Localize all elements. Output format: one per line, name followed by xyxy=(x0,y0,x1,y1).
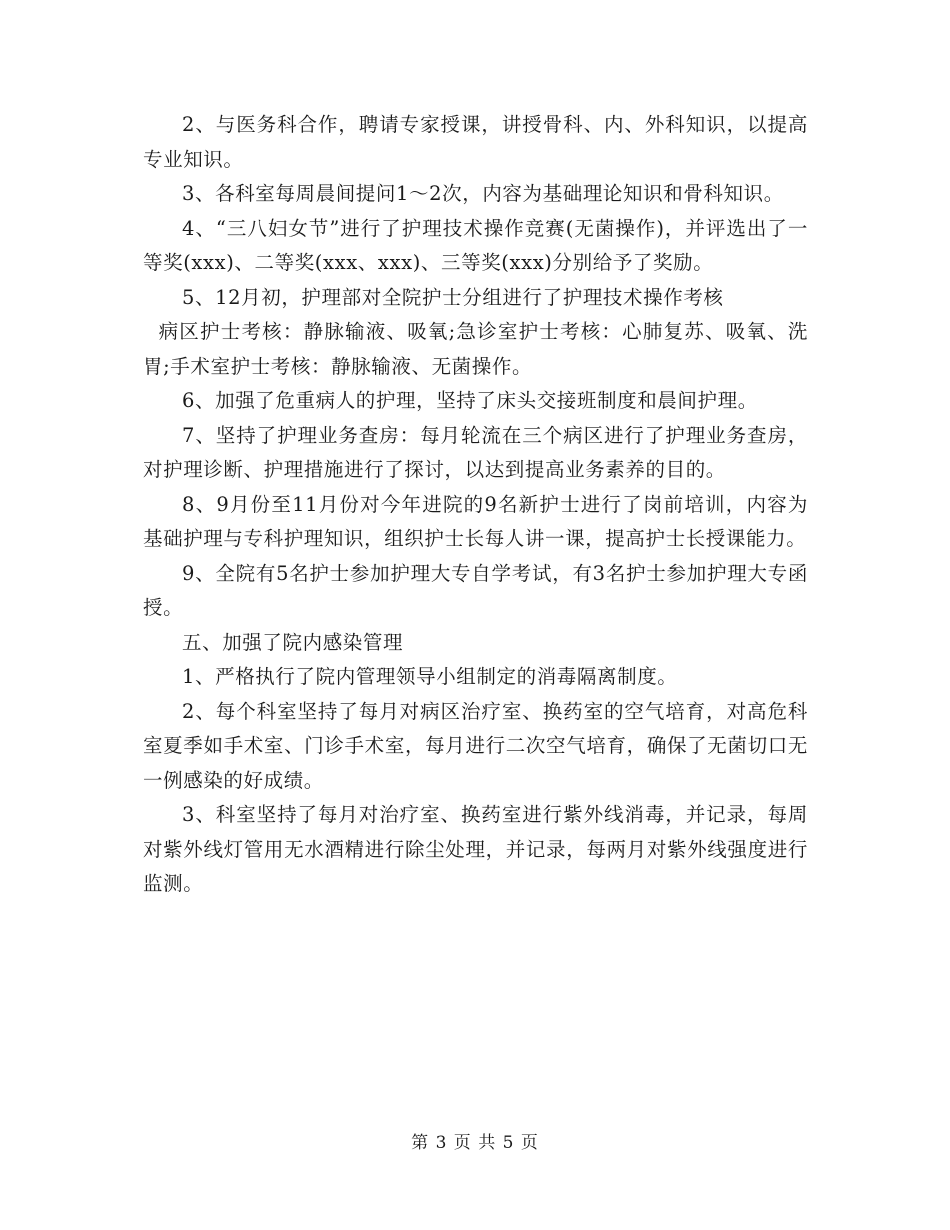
paragraph-item-7: 7、坚持了护理业务查房：每月轮流在三个病区进行了护理业务查房，对护理诊断、护理措施进行了探讨，以达到提高业务素养的目的。 xyxy=(143,423,808,481)
paragraph-item-4: 4、“三八妇女节”进行了护理技术操作竞赛(无菌操作)，并评选出了一等奖(xxx)、二等奖(xxx、xxx)、三等奖(xxx)分别给予了奖励。 xyxy=(143,216,808,274)
paragraph-item-6: 6、加强了危重病人的护理，坚持了床头交接班制度和晨间护理。 xyxy=(182,389,758,412)
paragraph-item-5: 5、12月初，护理部对全院护士分组进行了护理技术操作考核 xyxy=(182,285,724,309)
paragraph-item-2: 2、与医务科合作，聘请专家授课，讲授骨科、内、外科知识，以提高专业知识。 xyxy=(143,113,808,171)
section-paragraph-2: 2、每个科室坚持了每月对病区治疗室、换药室的空气培育，对高危科室夏季如手术室、门诊手术室，每月进行二次空气培育，确保了无菌切口无一例感染的好成绩。 xyxy=(143,699,808,792)
document-body xyxy=(143,108,808,902)
section-paragraph-3: 3、科室坚持了每月对治疗室、换药室进行紫外线消毒，并记录，每周对紫外线灯管用无水酒精进行除尘处理，并记录，每两月对紫外线强度进行监测。 xyxy=(143,803,808,895)
paragraph-item-8: 8、9月份至11月份对今年进院的9名新护士进行了岗前培训，内容为基础护理与专科护理知识，组织护士长每人讲一课，提高护士长授课能力。 xyxy=(143,492,808,550)
paragraph-exam-details: 病区护士考核：静脉输液、吸氧;急诊室护士考核：心肺复苏、吸氧、洗胃;手术室护士考核：静脉输液、无菌操作。 xyxy=(143,320,808,378)
section-paragraph-1: 1、严格执行了院内管理领导小组制定的消毒隔离制度。 xyxy=(182,665,678,688)
paragraph-item-9: 9、全院有5名护士参加护理大专自学考试，有3名护士参加护理大专函授。 xyxy=(143,561,808,619)
section-heading: 五、加强了院内感染管理 xyxy=(182,630,404,654)
page-footer: 第 3 页 共 5 页 xyxy=(411,1133,539,1153)
paragraph-item-3: 3、各科室每周晨间提问1～2次，内容为基础理论知识和骨科知识。 xyxy=(182,182,784,205)
